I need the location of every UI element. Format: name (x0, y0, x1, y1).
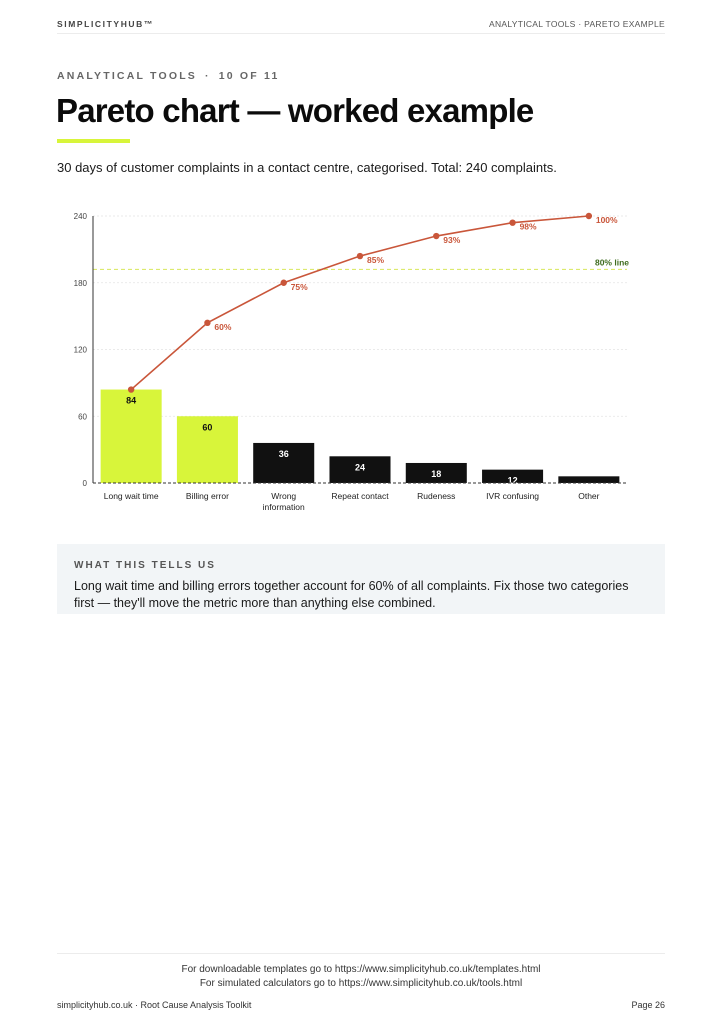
x-tick-label: IVR confusing (486, 491, 540, 501)
page-title: Pareto chart — worked example (56, 92, 534, 129)
section-counter: 10 OF 11 (218, 70, 280, 82)
cumulative-label: 100% (595, 215, 618, 225)
y-tick-label: 240 (73, 212, 87, 221)
breadcrumb: ANALYTICAL TOOLS · PARETO EXAMPLE (488, 19, 665, 29)
callout-box (57, 544, 665, 614)
y-tick-label: 0 (82, 479, 87, 488)
bar-value-label: 24 (354, 462, 366, 473)
callout-body: Long wait time and billing errors together account for 60% of all complaints. Fix those two categories first — they'll move the metric more than anything else combined. (74, 579, 629, 610)
y-tick-label: 180 (73, 278, 87, 288)
bar-value-label: 12 (507, 475, 518, 486)
cumulative-point (128, 386, 134, 392)
bar (558, 476, 619, 483)
footer-calculators-link[interactable]: For simulated calculators go to https://www.simplicityhub.co.uk/tools.html (199, 978, 523, 989)
cumulative-label: 75% (290, 281, 308, 292)
section-separator: · (205, 70, 211, 82)
x-tick-label: Other (578, 491, 600, 501)
x-tick-label: Billing error (185, 491, 229, 501)
cumulative-point (204, 320, 210, 326)
page-subtitle: 30 days of customer complaints in a contact centre, categorised. Total: 240 complaints. (57, 160, 557, 175)
cumulative-point (509, 219, 515, 225)
footer-site-name: simplicityhub.co.uk · Root Cause Analysis Toolkit (57, 1000, 252, 1010)
cumulative-point (357, 253, 363, 259)
cumulative-point (281, 280, 287, 286)
footer-templates-link[interactable]: For downloadable templates go to https://www.simplicityhub.co.uk/templates.html (181, 964, 541, 975)
footer-page-number: Page 26 (631, 1000, 665, 1010)
x-tick-label: Rudeness (417, 491, 456, 501)
reference-line-label: 80% line (594, 257, 629, 268)
callout-heading: WHAT THIS TELLS US (74, 560, 216, 571)
x-tick-label: Long wait time (103, 491, 159, 501)
section-label (57, 70, 280, 82)
x-tick-label: Wrong information (262, 491, 305, 512)
title-accent-bar (57, 139, 130, 143)
brand-name: SIMPLICITYHUB™ (57, 19, 155, 29)
cumulative-line (131, 216, 589, 390)
cumulative-label: 60% (214, 321, 232, 332)
cumulative-label: 93% (443, 235, 461, 246)
top-bar (57, 17, 665, 34)
y-tick-label: 60 (78, 412, 87, 422)
cumulative-point (433, 233, 439, 239)
bar-value-label: 84 (126, 395, 137, 406)
x-tick-label: Repeat contact (331, 491, 389, 501)
cumulative-label: 85% (367, 255, 385, 266)
bar-value-label: 36 (278, 448, 289, 459)
bar-value-label: 18 (431, 468, 442, 479)
cumulative-label: 98% (519, 221, 537, 232)
section-name: ANALYTICAL TOOLS (57, 70, 198, 82)
pareto-chart (57, 200, 637, 525)
bar-value-label: 60 (202, 422, 213, 433)
y-tick-label: 120 (73, 345, 87, 355)
cumulative-point (586, 213, 592, 219)
footer-divider (57, 953, 665, 954)
